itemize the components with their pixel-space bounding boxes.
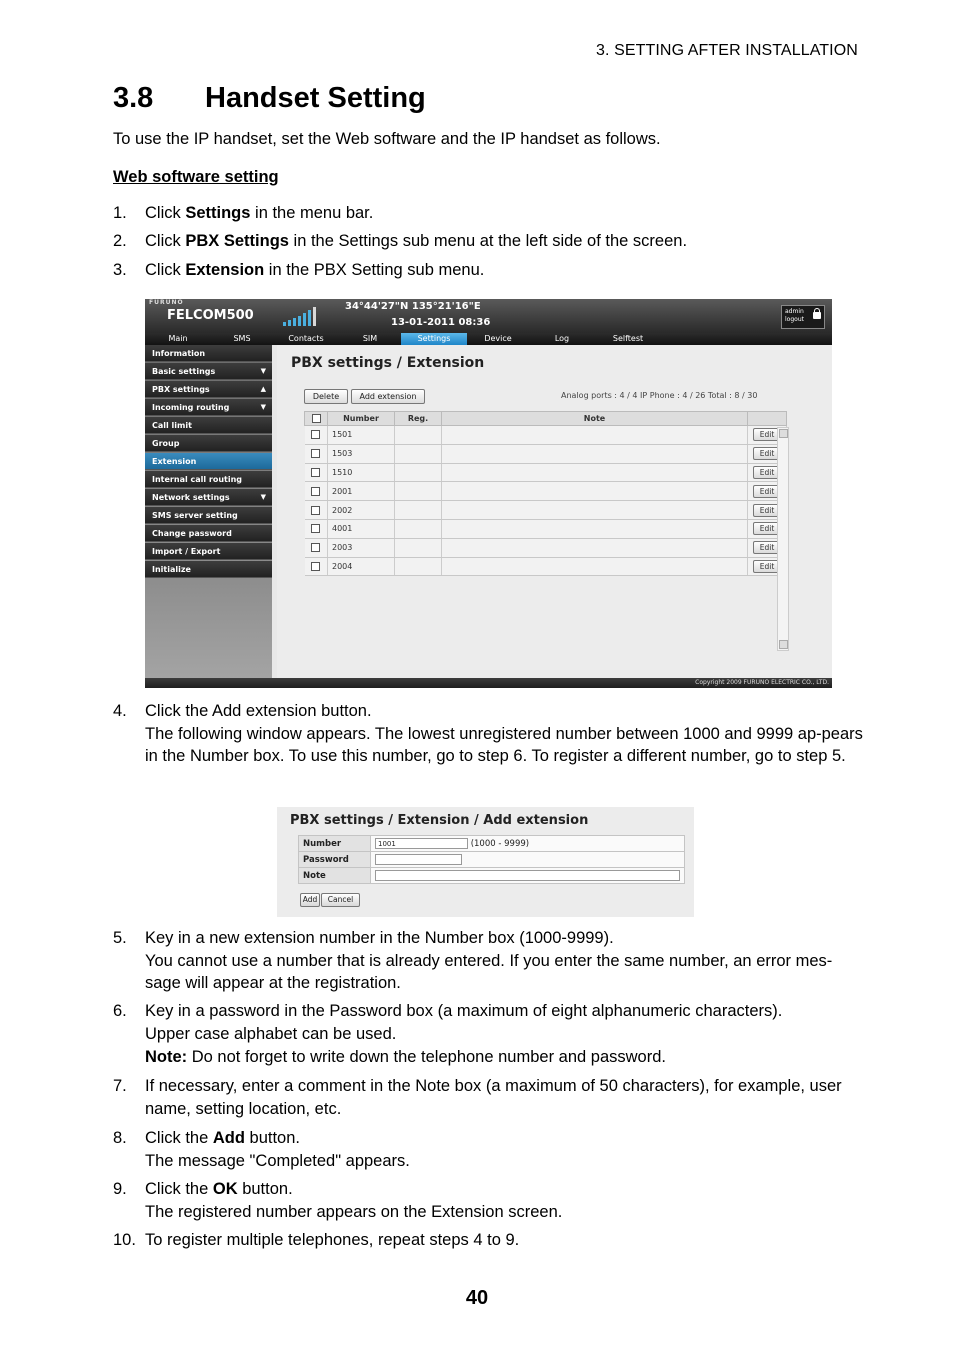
note-input[interactable]: [375, 870, 680, 881]
row-checkbox[interactable]: [311, 468, 320, 477]
sidebar-item-initialize[interactable]: Initialize: [145, 561, 272, 578]
step-text: Key in a new extension number in the Number box (1000-9999).: [145, 929, 614, 947]
reg-status: [395, 463, 442, 482]
step-text: in the menu bar.: [250, 204, 374, 222]
extension-note: [442, 426, 748, 445]
column-header: Number: [328, 412, 395, 426]
step-number: 10.: [113, 1231, 136, 1249]
table-row: [305, 463, 787, 482]
step-4: [113, 700, 865, 768]
delete-button[interactable]: Delete: [304, 389, 348, 404]
extension-number: 2001: [328, 482, 395, 501]
step-keyword: Add: [212, 1129, 245, 1147]
step-text: Click: [145, 261, 186, 279]
step-number: 6.: [113, 1002, 127, 1020]
sidebar-item-network-settings[interactable]: Network settings ▼: [145, 489, 272, 506]
extension-note: [442, 557, 748, 576]
scroll-up-icon[interactable]: [779, 429, 788, 438]
panel-title: PBX settings / Extension / Add extension: [290, 813, 589, 828]
copyright: Copyright 2009 FURUNO ELECTRIC CO., LTD.: [695, 679, 829, 686]
sidebar-item-information[interactable]: Information: [145, 345, 272, 362]
row-checkbox[interactable]: [311, 562, 320, 571]
step-2: [113, 230, 865, 253]
sidebar-item-group[interactable]: Group: [145, 435, 272, 452]
step-keyword: Settings: [185, 204, 251, 222]
add-extension-screenshot: [277, 807, 694, 917]
chevron-down-icon: ▼: [260, 493, 266, 501]
sidebar-item-sms-server-setting[interactable]: SMS server setting: [145, 507, 272, 524]
edit-button[interactable]: Edit: [753, 541, 781, 554]
field-label: Password: [299, 852, 371, 868]
extension-note: [442, 501, 748, 520]
field-label: Number: [299, 836, 371, 852]
page-number: 40: [465, 1287, 489, 1309]
step-text: button.: [237, 1180, 293, 1198]
note-text: Do not forget to write down the telephone number and password.: [187, 1048, 666, 1066]
extension-number: 1501: [328, 426, 395, 445]
extension-number: 2002: [328, 501, 395, 520]
step-body: You cannot use a number that is already entered. If you enter the same number, an error mes-sage will appear at the registration.: [145, 951, 833, 992]
edit-button[interactable]: Edit: [753, 466, 781, 479]
chevron-down-icon: ▼: [260, 403, 266, 411]
step-keyword: OK: [212, 1180, 238, 1198]
extension-note: [442, 519, 748, 538]
reg-status: [395, 426, 442, 445]
step-8: [113, 1127, 865, 1172]
step-number: 3.: [113, 261, 127, 279]
step-number: 4.: [113, 702, 127, 720]
column-header: Note: [442, 412, 748, 426]
datetime-readout: 13-01-2011 08:36: [391, 317, 491, 328]
reg-status: [395, 519, 442, 538]
sidebar-item-basic-settings[interactable]: Basic settings ▼: [145, 363, 272, 380]
extension-screenshot: [145, 299, 832, 688]
sidebar-item-call-limit[interactable]: Call limit: [145, 417, 272, 434]
step-text: The registered number appears on the Extension screen.: [145, 1202, 563, 1221]
step-number: 2.: [113, 232, 127, 250]
menu-log[interactable]: Log: [554, 334, 570, 343]
edit-button[interactable]: Edit: [753, 485, 781, 498]
number-range-hint: (1000 - 9999): [470, 839, 530, 849]
step-keyword: Extension: [185, 261, 265, 279]
extension-table: [304, 411, 787, 576]
step-9: [113, 1178, 865, 1223]
menu-bar: [145, 333, 832, 345]
add-extension-button[interactable]: Add extension: [351, 389, 425, 404]
menu-settings[interactable]: Settings: [401, 333, 467, 345]
step-text: To register multiple telephones, repeat steps 4 to 9.: [145, 1231, 520, 1249]
add-extension-form: [298, 835, 685, 884]
app-header: [145, 299, 832, 333]
menu-sms[interactable]: SMS: [233, 334, 251, 343]
table-row: [305, 519, 787, 538]
logout-label: logout: [785, 316, 804, 323]
step-text: Click: [145, 232, 186, 250]
row-checkbox[interactable]: [311, 449, 320, 458]
extension-note: [442, 538, 748, 557]
edit-button[interactable]: Edit: [753, 428, 781, 441]
extension-number: 1510: [328, 463, 395, 482]
sidebar-item-incoming-routing[interactable]: Incoming routing ▼: [145, 399, 272, 416]
vendor-logo: FURUNO: [149, 299, 184, 306]
step-text: Upper case alphabet can be used.: [145, 1024, 397, 1043]
step-text: Click the Add extension button.: [145, 702, 372, 720]
step-text: Click: [145, 204, 186, 222]
table-row: [305, 501, 787, 520]
app-footer: [145, 678, 832, 688]
sidebar-item-internal-call-routing[interactable]: Internal call routing: [145, 471, 272, 488]
step-body: The following window appears. The lowest unregistered number between 1000 and 9999 ap-pears in the Number box. To use this number, go to step 6. To register a different number, go to step 5.: [145, 724, 863, 765]
cancel-button[interactable]: Cancel: [321, 893, 360, 907]
product-name: FELCOM500: [167, 308, 254, 323]
panel-title: PBX settings / Extension: [291, 355, 485, 371]
step-3: [113, 259, 865, 282]
menu-device[interactable]: Device: [484, 334, 512, 343]
sidebar-item-extension[interactable]: Extension: [145, 453, 272, 470]
edit-button[interactable]: Edit: [753, 504, 781, 517]
sidebar-item-change-password[interactable]: Change password: [145, 525, 272, 542]
position-readout: 34°44'27"N 135°21'16"E: [345, 301, 481, 312]
step-10: [113, 1229, 865, 1252]
table-row: [305, 557, 787, 576]
section-title-text: Handset Setting: [205, 82, 426, 114]
add-button[interactable]: Add: [300, 893, 320, 907]
section-number: 3.8: [113, 82, 154, 114]
step-text: Key in a password in the Password box (a maximum of eight alphanumeric characters).: [145, 1002, 783, 1020]
step-text: Click the: [145, 1129, 213, 1147]
step-number: 9.: [113, 1180, 127, 1198]
step-keyword: PBX Settings: [185, 232, 289, 250]
step-text: in the Settings sub menu at the left side of the screen.: [288, 232, 688, 250]
extension-number: 4001: [328, 519, 395, 538]
number-input[interactable]: 1001: [375, 838, 468, 849]
menu-contacts[interactable]: Contacts: [288, 334, 324, 343]
step-1: [113, 202, 865, 225]
section-title: [113, 82, 426, 115]
menu-main[interactable]: Main: [168, 334, 188, 343]
extension-panel: [277, 345, 832, 684]
password-input[interactable]: [375, 854, 462, 865]
reg-status: [395, 444, 442, 463]
reg-status: [395, 557, 442, 576]
intro-paragraph: To use the IP handset, set the Web software and the IP handset as follows.: [113, 130, 661, 148]
reg-status: [395, 501, 442, 520]
row-checkbox[interactable]: [311, 524, 320, 533]
row-checkbox[interactable]: [311, 487, 320, 496]
extension-number: 1503: [328, 444, 395, 463]
table-row: [305, 444, 787, 463]
table-row: [305, 426, 787, 445]
step-text: button.: [244, 1129, 300, 1147]
step-text: in the PBX Setting sub menu.: [264, 261, 485, 279]
note-label: Note:: [145, 1048, 188, 1066]
scroll-down-icon[interactable]: [779, 640, 788, 649]
reg-status: [395, 538, 442, 557]
select-all-checkbox[interactable]: [312, 414, 321, 423]
step-number: 1.: [113, 204, 127, 222]
lock-icon: [813, 312, 821, 319]
step-7: [113, 1075, 865, 1120]
extension-number: 2004: [328, 557, 395, 576]
step-text: The message "Completed" appears.: [145, 1151, 410, 1170]
table-row: [305, 538, 787, 557]
chevron-down-icon: ▼: [260, 367, 266, 375]
logout-button[interactable]: [781, 305, 825, 329]
menu-sim[interactable]: SIM: [362, 334, 378, 343]
edit-button[interactable]: Edit: [753, 522, 781, 535]
extension-note: [442, 482, 748, 501]
signal-strength-icon: [283, 306, 323, 326]
running-head: 3. SETTING AFTER INSTALLATION: [596, 42, 858, 59]
menu-selftest[interactable]: Selftest: [612, 334, 644, 343]
extension-number: 2003: [328, 538, 395, 557]
subheading: Web software setting: [113, 168, 279, 186]
step-number: 7.: [113, 1077, 127, 1095]
sidebar-item-pbx-settings[interactable]: PBX settings ▲: [145, 381, 272, 398]
step-5: [113, 927, 865, 995]
step-text: If necessary, enter a comment in the Note box (a maximum of 50 characters), for example, user name, setting location, etc.: [145, 1077, 842, 1118]
chevron-up-icon: ▲: [260, 385, 266, 393]
admin-label: admin: [785, 308, 804, 315]
step-number: 5.: [113, 929, 127, 947]
edit-button[interactable]: Edit: [753, 447, 781, 460]
reg-status: [395, 482, 442, 501]
row-checkbox[interactable]: [311, 543, 320, 552]
edit-button[interactable]: Edit: [753, 560, 781, 573]
step-6: [113, 1000, 865, 1069]
extension-note: [442, 444, 748, 463]
row-checkbox[interactable]: [311, 430, 320, 439]
table-row: [305, 482, 787, 501]
step-text: Click the: [145, 1180, 213, 1198]
port-usage: Analog ports : 4 / 4 IP Phone : 4 / 26 Total : 8 / 30: [561, 391, 758, 400]
extension-note: [442, 463, 748, 482]
column-header: Reg.: [395, 412, 442, 426]
table-scrollbar[interactable]: [777, 427, 789, 651]
sidebar-item-import-export[interactable]: Import / Export: [145, 543, 272, 560]
row-checkbox[interactable]: [311, 506, 320, 515]
step-number: 8.: [113, 1129, 127, 1147]
settings-sidebar: [145, 345, 272, 684]
field-label: Note: [299, 868, 371, 884]
